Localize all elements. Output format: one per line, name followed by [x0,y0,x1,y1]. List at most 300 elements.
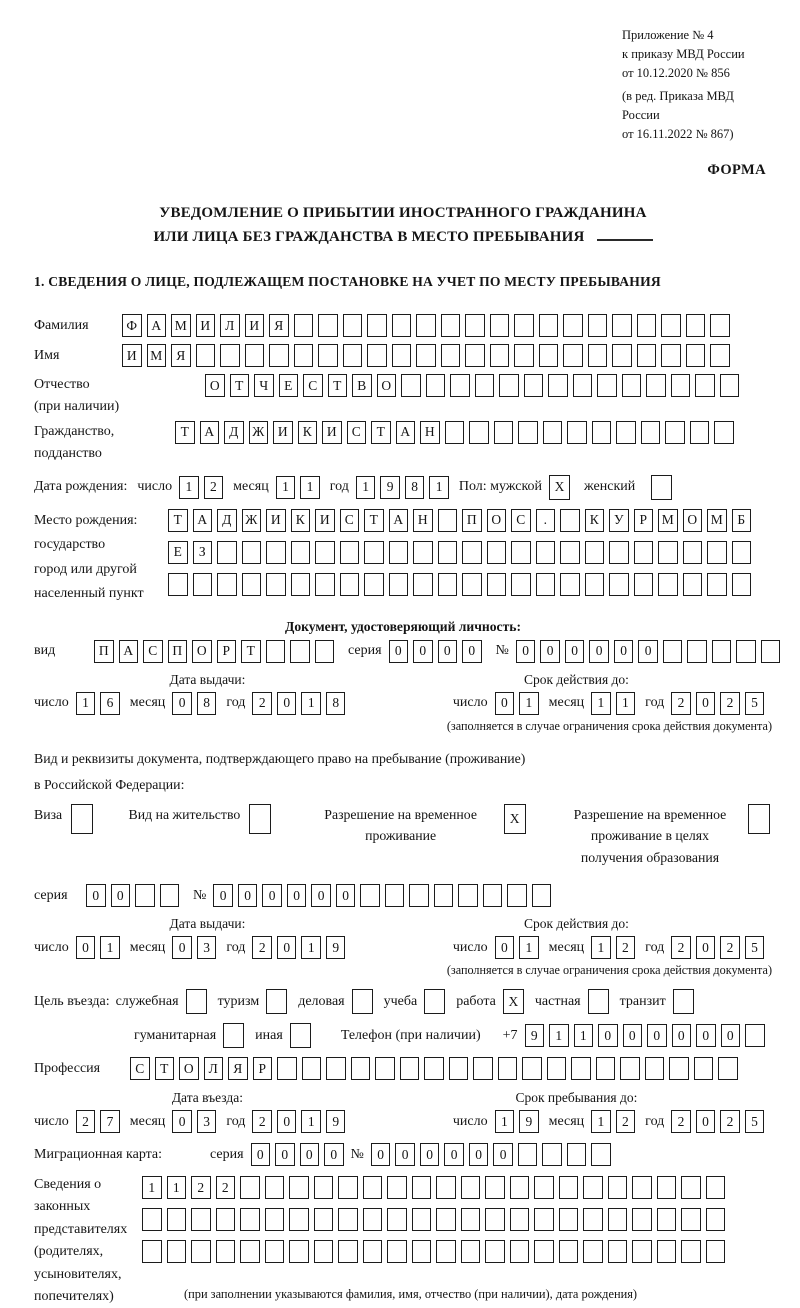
char-cell[interactable] [240,1240,260,1263]
char-cell[interactable]: И [273,421,293,444]
char-cell[interactable] [367,344,387,367]
char-cell[interactable]: Ф [122,314,142,337]
char-cell[interactable]: Д [224,421,244,444]
char-cell[interactable]: С [303,374,323,397]
char-cell[interactable]: 0 [462,640,482,663]
char-cell[interactable] [490,344,510,367]
char-cell[interactable]: 3 [197,1110,217,1133]
temp-residence-checkbox[interactable]: X [504,804,526,834]
char-cell[interactable]: И [322,421,342,444]
char-cell[interactable]: 0 [277,692,297,715]
char-cell[interactable] [534,1240,554,1263]
char-cell[interactable]: О [377,374,397,397]
char-cell[interactable] [462,541,482,564]
char-cell[interactable]: 2 [616,936,636,959]
char-cell[interactable] [160,884,180,907]
char-cell[interactable]: С [143,640,163,663]
purpose-study-checkbox[interactable] [424,989,445,1014]
char-cell[interactable]: 0 [444,1143,464,1166]
char-cell[interactable] [338,1240,358,1263]
purpose-business-checkbox[interactable] [352,989,373,1014]
char-cell[interactable] [242,573,262,596]
char-cell[interactable]: 0 [277,936,297,959]
char-cell[interactable] [461,1240,481,1263]
char-cell[interactable]: У [609,509,629,532]
char-cell[interactable] [571,1057,591,1080]
char-cell[interactable]: 1 [429,476,449,499]
char-cell[interactable] [216,1208,236,1231]
purpose-official-checkbox[interactable] [186,989,207,1014]
char-cell[interactable] [245,344,265,367]
char-cell[interactable]: 1 [167,1176,187,1199]
char-cell[interactable]: 0 [598,1024,618,1047]
char-cell[interactable]: 0 [493,1143,513,1166]
char-cell[interactable] [375,1057,395,1080]
char-cell[interactable]: 2 [191,1176,211,1199]
char-cell[interactable] [142,1208,162,1231]
char-cell[interactable] [573,374,593,397]
char-cell[interactable] [196,344,216,367]
char-cell[interactable]: 0 [438,640,458,663]
char-cell[interactable] [707,541,727,564]
char-cell[interactable]: Я [228,1057,248,1080]
char-cell[interactable]: А [147,314,167,337]
char-cell[interactable] [240,1208,260,1231]
char-cell[interactable]: П [462,509,482,532]
char-cell[interactable] [634,541,654,564]
char-cell[interactable] [294,344,314,367]
char-cell[interactable] [548,374,568,397]
char-cell[interactable] [265,1176,285,1199]
char-cell[interactable]: 0 [86,884,106,907]
visa-checkbox[interactable] [71,804,93,834]
char-cell[interactable] [534,1176,554,1199]
char-cell[interactable] [485,1176,505,1199]
char-cell[interactable]: 0 [420,1143,440,1166]
char-cell[interactable]: А [119,640,139,663]
char-cell[interactable]: Е [168,541,188,564]
char-cell[interactable] [585,573,605,596]
char-cell[interactable] [364,573,384,596]
char-cell[interactable] [168,573,188,596]
char-cell[interactable]: 2 [671,1110,691,1133]
char-cell[interactable]: 0 [238,884,258,907]
char-cell[interactable] [559,1208,579,1231]
char-cell[interactable] [412,1208,432,1231]
char-cell[interactable] [389,541,409,564]
char-cell[interactable]: 0 [275,1143,295,1166]
char-cell[interactable] [681,1240,701,1263]
char-cell[interactable]: 0 [672,1024,692,1047]
char-cell[interactable]: Л [204,1057,224,1080]
char-cell[interactable] [314,1240,334,1263]
char-cell[interactable]: 0 [287,884,307,907]
char-cell[interactable]: Н [413,509,433,532]
char-cell[interactable] [539,314,559,337]
char-cell[interactable] [438,541,458,564]
char-cell[interactable]: 9 [519,1110,539,1133]
char-cell[interactable]: 0 [565,640,585,663]
char-cell[interactable] [441,344,461,367]
char-cell[interactable] [583,1208,603,1231]
char-cell[interactable] [583,1176,603,1199]
char-cell[interactable] [681,1176,701,1199]
char-cell[interactable] [686,314,706,337]
char-cell[interactable]: 1 [301,692,321,715]
char-cell[interactable] [487,573,507,596]
char-cell[interactable] [412,1176,432,1199]
char-cell[interactable]: 3 [197,936,217,959]
char-cell[interactable] [706,1176,726,1199]
char-cell[interactable] [567,421,587,444]
char-cell[interactable] [524,374,544,397]
char-cell[interactable] [710,344,730,367]
char-cell[interactable] [536,573,556,596]
char-cell[interactable]: . [536,509,556,532]
char-cell[interactable]: 0 [262,884,282,907]
char-cell[interactable] [242,541,262,564]
char-cell[interactable]: 1 [519,936,539,959]
char-cell[interactable] [438,573,458,596]
purpose-humanitarian-checkbox[interactable] [223,1023,244,1048]
char-cell[interactable] [690,421,710,444]
char-cell[interactable]: 0 [213,884,233,907]
char-cell[interactable]: 8 [197,692,217,715]
char-cell[interactable]: Б [732,509,752,532]
char-cell[interactable]: О [205,374,225,397]
char-cell[interactable] [534,1208,554,1231]
char-cell[interactable]: 1 [276,476,296,499]
char-cell[interactable]: И [196,314,216,337]
char-cell[interactable] [364,541,384,564]
char-cell[interactable] [646,374,666,397]
char-cell[interactable] [510,1240,530,1263]
char-cell[interactable]: Т [241,640,261,663]
char-cell[interactable] [712,640,732,663]
char-cell[interactable]: 5 [745,692,765,715]
char-cell[interactable] [266,640,286,663]
char-cell[interactable] [191,1240,211,1263]
char-cell[interactable]: О [179,1057,199,1080]
char-cell[interactable]: И [122,344,142,367]
char-cell[interactable]: И [266,509,286,532]
char-cell[interactable] [436,1240,456,1263]
char-cell[interactable]: К [585,509,605,532]
char-cell[interactable] [413,541,433,564]
char-cell[interactable] [416,344,436,367]
char-cell[interactable] [363,1240,383,1263]
char-cell[interactable] [661,314,681,337]
char-cell[interactable]: С [347,421,367,444]
char-cell[interactable]: 1 [356,476,376,499]
char-cell[interactable] [265,1240,285,1263]
char-cell[interactable] [761,640,781,663]
char-cell[interactable] [409,884,429,907]
char-cell[interactable]: 0 [623,1024,643,1047]
char-cell[interactable] [343,314,363,337]
char-cell[interactable] [290,640,310,663]
char-cell[interactable] [217,541,237,564]
char-cell[interactable] [687,640,707,663]
char-cell[interactable]: 1 [301,1110,321,1133]
char-cell[interactable] [632,1176,652,1199]
char-cell[interactable] [616,421,636,444]
char-cell[interactable] [277,1057,297,1080]
char-cell[interactable] [588,314,608,337]
char-cell[interactable] [217,573,237,596]
char-cell[interactable] [167,1208,187,1231]
char-cell[interactable] [657,1240,677,1263]
char-cell[interactable]: К [298,421,318,444]
char-cell[interactable] [720,374,740,397]
char-cell[interactable] [608,1208,628,1231]
char-cell[interactable] [514,344,534,367]
char-cell[interactable] [302,1057,322,1080]
char-cell[interactable]: 9 [326,936,346,959]
char-cell[interactable] [385,884,405,907]
char-cell[interactable] [434,884,454,907]
char-cell[interactable] [426,374,446,397]
char-cell[interactable]: 0 [172,692,192,715]
residence-permit-checkbox[interactable] [249,804,271,834]
char-cell[interactable] [612,344,632,367]
char-cell[interactable]: 0 [413,640,433,663]
char-cell[interactable] [142,1240,162,1263]
char-cell[interactable] [289,1208,309,1231]
char-cell[interactable] [710,314,730,337]
char-cell[interactable] [511,541,531,564]
char-cell[interactable]: 0 [696,1024,716,1047]
char-cell[interactable] [485,1208,505,1231]
char-cell[interactable] [634,573,654,596]
char-cell[interactable]: 0 [300,1143,320,1166]
char-cell[interactable]: 2 [252,692,272,715]
char-cell[interactable]: С [130,1057,150,1080]
char-cell[interactable] [665,421,685,444]
char-cell[interactable]: И [245,314,265,337]
char-cell[interactable] [494,421,514,444]
char-cell[interactable] [266,573,286,596]
char-cell[interactable] [389,573,409,596]
char-cell[interactable] [695,374,715,397]
char-cell[interactable] [387,1176,407,1199]
char-cell[interactable]: 0 [371,1143,391,1166]
char-cell[interactable] [240,1176,260,1199]
char-cell[interactable] [340,541,360,564]
char-cell[interactable]: В [352,374,372,397]
char-cell[interactable] [732,573,752,596]
char-cell[interactable] [560,509,580,532]
char-cell[interactable] [485,1240,505,1263]
char-cell[interactable]: 8 [326,692,346,715]
char-cell[interactable] [563,344,583,367]
char-cell[interactable]: 9 [380,476,400,499]
char-cell[interactable] [387,1208,407,1231]
char-cell[interactable] [289,1176,309,1199]
char-cell[interactable]: 1 [495,1110,515,1133]
char-cell[interactable] [461,1176,481,1199]
char-cell[interactable] [588,344,608,367]
char-cell[interactable] [532,884,552,907]
char-cell[interactable] [543,421,563,444]
char-cell[interactable] [612,314,632,337]
char-cell[interactable] [416,314,436,337]
char-cell[interactable]: С [340,509,360,532]
char-cell[interactable]: 0 [469,1143,489,1166]
char-cell[interactable] [658,541,678,564]
char-cell[interactable] [269,344,289,367]
char-cell[interactable] [360,884,380,907]
char-cell[interactable] [318,314,338,337]
char-cell[interactable] [392,314,412,337]
char-cell[interactable]: 1 [179,476,199,499]
char-cell[interactable]: 1 [591,936,611,959]
char-cell[interactable] [216,1240,236,1263]
char-cell[interactable] [632,1208,652,1231]
char-cell[interactable] [291,573,311,596]
char-cell[interactable]: 0 [311,884,331,907]
char-cell[interactable]: О [683,509,703,532]
char-cell[interactable] [658,573,678,596]
char-cell[interactable]: С [511,509,531,532]
char-cell[interactable] [291,541,311,564]
char-cell[interactable] [706,1208,726,1231]
char-cell[interactable] [609,573,629,596]
char-cell[interactable] [507,884,527,907]
char-cell[interactable] [487,541,507,564]
char-cell[interactable] [657,1208,677,1231]
char-cell[interactable] [392,344,412,367]
char-cell[interactable]: М [707,509,727,532]
char-cell[interactable]: 1 [591,1110,611,1133]
char-cell[interactable] [683,541,703,564]
char-cell[interactable] [326,1057,346,1080]
char-cell[interactable]: 1 [100,936,120,959]
char-cell[interactable] [637,344,657,367]
char-cell[interactable] [637,314,657,337]
char-cell[interactable] [536,541,556,564]
char-cell[interactable] [135,884,155,907]
char-cell[interactable] [441,314,461,337]
char-cell[interactable] [436,1176,456,1199]
char-cell[interactable]: 2 [216,1176,236,1199]
char-cell[interactable] [632,1240,652,1263]
char-cell[interactable]: Я [269,314,289,337]
char-cell[interactable]: 2 [616,1110,636,1133]
purpose-work-checkbox[interactable]: X [503,989,524,1014]
purpose-tourism-checkbox[interactable] [266,989,287,1014]
char-cell[interactable]: 0 [647,1024,667,1047]
char-cell[interactable]: 1 [519,692,539,715]
char-cell[interactable]: Р [253,1057,273,1080]
char-cell[interactable] [400,1057,420,1080]
char-cell[interactable]: О [487,509,507,532]
char-cell[interactable]: Н [420,421,440,444]
char-cell[interactable]: М [147,344,167,367]
char-cell[interactable]: 2 [720,936,740,959]
char-cell[interactable]: М [171,314,191,337]
char-cell[interactable]: Ч [254,374,274,397]
char-cell[interactable] [745,1024,765,1047]
char-cell[interactable] [539,344,559,367]
char-cell[interactable]: Р [634,509,654,532]
char-cell[interactable]: Т [155,1057,175,1080]
char-cell[interactable]: 0 [696,1110,716,1133]
char-cell[interactable]: 0 [495,936,515,959]
char-cell[interactable]: 1 [549,1024,569,1047]
char-cell[interactable] [559,1176,579,1199]
char-cell[interactable] [661,344,681,367]
char-cell[interactable] [351,1057,371,1080]
char-cell[interactable] [583,1240,603,1263]
char-cell[interactable] [458,884,478,907]
char-cell[interactable]: Л [220,314,240,337]
char-cell[interactable] [191,1208,211,1231]
char-cell[interactable]: 0 [336,884,356,907]
char-cell[interactable] [547,1057,567,1080]
char-cell[interactable]: 1 [300,476,320,499]
char-cell[interactable]: 0 [172,1110,192,1133]
char-cell[interactable] [461,1208,481,1231]
char-cell[interactable]: 0 [696,936,716,959]
char-cell[interactable]: Т [168,509,188,532]
char-cell[interactable] [510,1176,530,1199]
sex-female-checkbox[interactable] [651,475,672,500]
char-cell[interactable]: 9 [326,1110,346,1133]
char-cell[interactable] [340,573,360,596]
char-cell[interactable] [412,1240,432,1263]
char-cell[interactable]: 2 [671,936,691,959]
char-cell[interactable] [608,1176,628,1199]
char-cell[interactable] [563,314,583,337]
char-cell[interactable]: Т [364,509,384,532]
char-cell[interactable] [707,573,727,596]
char-cell[interactable]: А [193,509,213,532]
char-cell[interactable] [438,509,458,532]
char-cell[interactable]: И [315,509,335,532]
char-cell[interactable]: Р [217,640,237,663]
char-cell[interactable] [560,541,580,564]
char-cell[interactable] [220,344,240,367]
char-cell[interactable]: Т [328,374,348,397]
char-cell[interactable]: 1 [76,692,96,715]
char-cell[interactable] [315,640,335,663]
char-cell[interactable]: 1 [301,936,321,959]
char-cell[interactable]: 0 [638,640,658,663]
temp-residence-education-checkbox[interactable] [748,804,770,834]
char-cell[interactable]: 2 [252,1110,272,1133]
char-cell[interactable]: Ж [249,421,269,444]
char-cell[interactable] [449,1057,469,1080]
char-cell[interactable] [445,421,465,444]
char-cell[interactable] [585,541,605,564]
char-cell[interactable] [294,314,314,337]
char-cell[interactable]: О [192,640,212,663]
char-cell[interactable]: 8 [405,476,425,499]
char-cell[interactable] [265,1208,285,1231]
char-cell[interactable]: 2 [204,476,224,499]
char-cell[interactable] [465,314,485,337]
char-cell[interactable]: 0 [111,884,131,907]
char-cell[interactable] [473,1057,493,1080]
char-cell[interactable] [314,1176,334,1199]
char-cell[interactable]: М [658,509,678,532]
char-cell[interactable] [462,573,482,596]
char-cell[interactable]: 1 [616,692,636,715]
char-cell[interactable]: Т [371,421,391,444]
char-cell[interactable]: 6 [100,692,120,715]
char-cell[interactable] [671,374,691,397]
